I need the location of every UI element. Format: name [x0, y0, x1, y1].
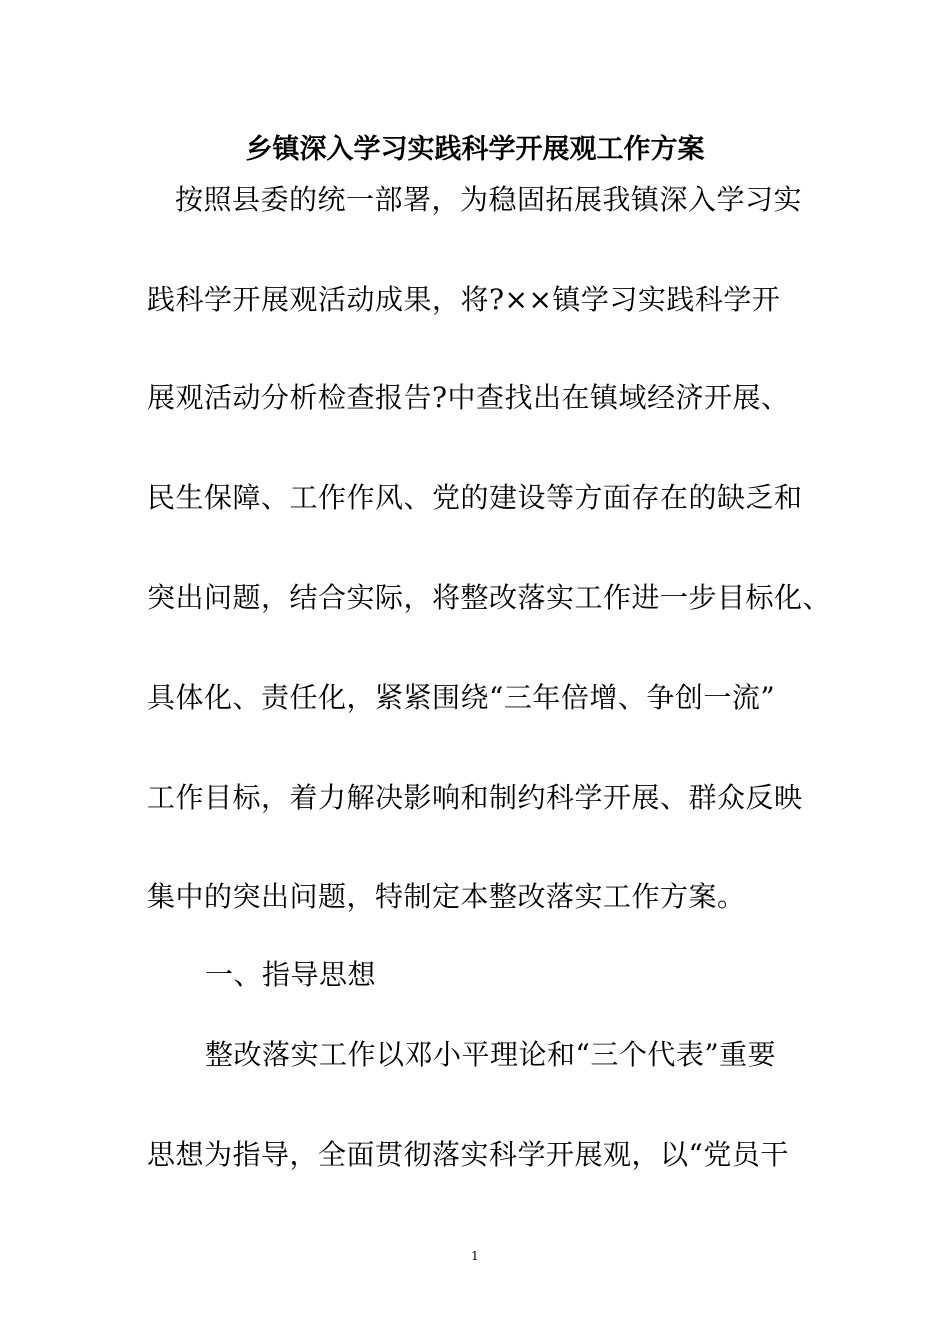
body-line-10: 整改落实工作以邓小平理论和“三个代表”重要 [205, 1038, 777, 1071]
body-line-4: 民生保障、工作作风、党的建设等方面存在的缺乏和 [147, 481, 803, 514]
body-line-8: 集中的突出问题，特制定本整改落实工作方案。 [147, 880, 746, 913]
page-number: 1 [471, 1249, 479, 1263]
body-line-7: 工作目标，着力解决影响和制约科学开展、群众反映 [147, 781, 803, 814]
body-line-6: 具体化、责任化，紧紧围绕“三年倍增、争创一流” [147, 681, 776, 714]
body-line-2: 践科学开展观活动成果，将?××镇学习实践科学开 [147, 283, 781, 316]
body-line-1: 按照县委的统一部署，为稳固拓展我镇深入学习实 [175, 183, 803, 216]
section-heading-guiding-thought: 一、指导思想 [205, 958, 377, 991]
body-line-11: 思想为指导，全面贯彻落实科学开展观，以“党员干 [147, 1138, 789, 1171]
document-title: 乡镇深入学习实践科学开展观工作方案 [245, 134, 705, 165]
body-line-3: 展观活动分析检查报告?中查找出在镇域经济开展、 [147, 381, 790, 414]
body-line-5: 突出问题，结合实际，将整改落实工作进一步目标化、 [147, 581, 832, 614]
